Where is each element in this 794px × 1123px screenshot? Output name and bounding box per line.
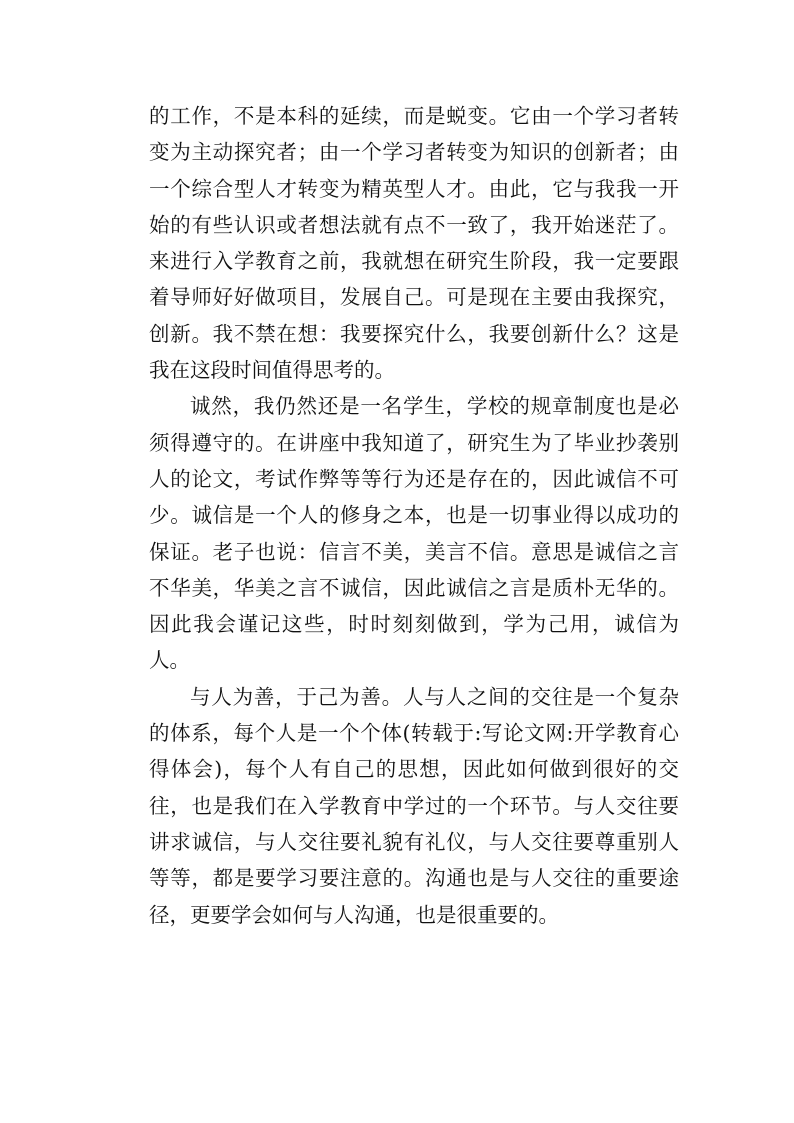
paragraph-2: 诚然，我仍然还是一名学生，学校的规章制度也是必须得遵守的。在讲座中我知道了，研究生为了毕业抄袭别人的论文，考试作弊等等行为还是存在的，因此诚信不可少。诚信是一个人的修身之本，也是一切事业得以成功的保证。老子也说：信言不美，美言不信。意思是诚信之言不华美，华美之言不诚信，因此诚信之言是质朴无华的。因此我会谨记这些，时时刻刻做到，学为己用，诚信为人。 <box>149 394 679 673</box>
paragraph-3: 与人为善，于己为善。人与人之间的交往是一个复杂的体系，每个人是一个个体(转载于:写论文网:开学教育心得体会)，每个人有自己的思想，因此如何做到很好的交往，也是我们在入学教育中学过的一个环节。与人交往要讲求诚信，与人交往要礼貌有礼仪，与人交往要尊重别人等等，都是要学习要注意的。沟通也是与人交往的重要途径，更要学会如何与人沟通，也是很重要的。 <box>149 684 679 927</box>
body-text <box>149 98 679 933</box>
paragraph-1: 的工作，不是本科的延续，而是蜕变。它由一个学习者转变为主动探究者；由一个学习者转变为知识的创新者；由一个综合型人才转变为精英型人才。由此，它与我我一开始的有些认识或者想法就有点不一致了，我开始迷茫了。来进行入学教育之前，我就想在研究生阶段，我一定要跟着导师好好做项目，发展自己。可是现在主要由我探究，创新。我不禁在想：我要探究什么，我要创新什么？这是我在这段时间值得思考的。 <box>149 104 679 383</box>
